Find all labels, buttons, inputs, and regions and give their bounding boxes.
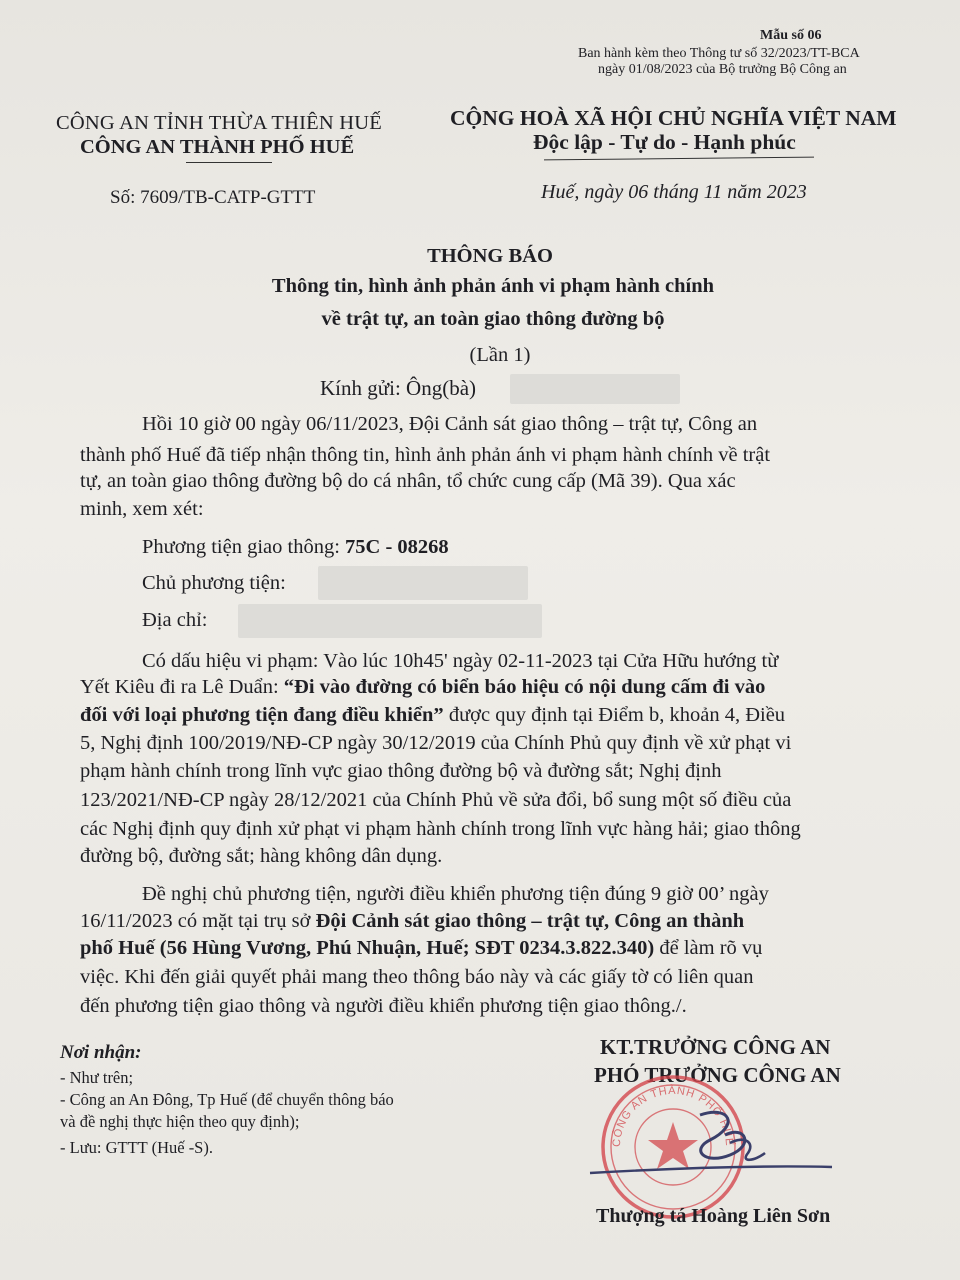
violation-line-3: [80, 704, 785, 727]
redacted-recipient-name: [510, 374, 680, 404]
nation-motto: Độc lập - Tự do - Hạnh phúc: [533, 130, 796, 154]
para1-line: tự, an toàn giao thông đường bộ do cá nhân, tổ chức cung cấp (Mã 39). Qua xác: [80, 470, 736, 492]
violation-line: 123/2021/NĐ-CP ngày 28/12/2021 của Chính Phủ về sửa đổi, bổ sung một số điều của: [80, 789, 792, 811]
violation-location: Yết Kiêu đi ra Lê Duẩn:: [80, 676, 284, 698]
vehicle-plate: 75C - 08268: [345, 536, 449, 558]
vehicle-label: Phương tiện giao thông:: [142, 536, 346, 558]
para1-line: Hồi 10 giờ 00 ngày 06/11/2023, Đội Cảnh sát giao thông – trật tự, Công an: [142, 413, 758, 435]
violation-line: đường bộ, đường sắt; hàng không dân dụng.: [80, 845, 443, 867]
document-subtitle-1: Thông tin, hình ảnh phản ánh vi phạm hành chính: [271, 275, 715, 297]
handwritten-signature: [580, 1095, 840, 1195]
request-line-3: [80, 937, 762, 960]
request-line-2: [80, 910, 744, 933]
recipient-item: - Công an An Đông, Tp Huế (để chuyển thông báo: [60, 1090, 394, 1109]
violation-line: 5, Nghị định 100/2019/NĐ-CP ngày 30/12/2019 của Chính Phủ quy định về xử phạt vi: [80, 732, 792, 754]
redacted-owner-name: [318, 566, 528, 600]
parent-agency: CÔNG AN TỈNH THỪA THIÊN HUẾ: [56, 112, 382, 134]
violation-line-1: Có dấu hiệu vi phạm: Vào lúc 10h45' ngày 02-11-2023 tại Cửa Hữu hướng từ: [142, 650, 779, 672]
signer-name: Thượng tá Hoàng Liên Sơn: [596, 1205, 831, 1227]
issuing-agency: CÔNG AN THÀNH PHỐ HUẾ: [80, 136, 355, 158]
document-title: THÔNG BÁO: [427, 245, 553, 267]
form-issued-line-1: Ban hành kèm theo Thông tư số 32/2023/TT-BCA: [578, 46, 860, 61]
violation-line: phạm hành chính trong lĩnh vực giao thông đường bộ và đường sắt; Nghị định: [80, 760, 722, 782]
document-subtitle-2: về trật tự, an toàn giao thông đường bộ: [321, 308, 665, 330]
owner-label: Chủ phương tiện:: [142, 572, 286, 594]
violation-description-cont: đối với loại phương tiện đang điều khiển”: [80, 704, 444, 726]
request-line-1: Đề nghị chủ phương tiện, người điều khiển phương tiện đúng 9 giờ 00’ ngày: [142, 883, 769, 905]
form-issued-line-2: ngày 01/08/2023 của Bộ trưởng Bộ Công an: [598, 62, 847, 77]
request-date: 16/11/2023 có mặt tại trụ sở: [80, 910, 316, 932]
para1-line: minh, xem xét:: [80, 498, 204, 520]
recipients-heading: Nơi nhận:: [60, 1042, 142, 1063]
signature-title-2: PHÓ TRƯỞNG CÔNG AN: [594, 1063, 841, 1087]
form-number: Mẫu số 06: [760, 28, 822, 43]
request-purpose: để làm rõ vụ: [654, 937, 763, 959]
recipient-label: Kính gửi: Ông(bà): [320, 376, 477, 400]
date-line: Huế, ngày 06 tháng 11 năm 2023: [541, 181, 807, 203]
issue-number: (Lần 1): [469, 344, 531, 366]
stamp-text: CÔNG AN THÀNH PHỐ HUẾ: [610, 1084, 736, 1148]
violation-legal-basis: được quy định tại Điểm b, khoản 4, Điều: [443, 704, 786, 726]
redacted-address: [238, 604, 542, 638]
recipient-item: - Lưu: GTTT (Huế -S).: [60, 1138, 213, 1157]
request-line-4: việc. Khi đến giải quyết phải mang theo thông báo này và các giấy tờ có liên quan: [80, 966, 754, 988]
request-line-5: đến phương tiện giao thông và người điều khiển phương tiện giao thông./.: [80, 995, 687, 1017]
recipient-item: - Như trên;: [60, 1068, 134, 1087]
signature-title-1: KT.TRƯỞNG CÔNG AN: [600, 1035, 831, 1059]
motto-underline: [544, 157, 814, 161]
para1-line: thành phố Huế đã tiếp nhận thông tin, hình ảnh phản ánh vi phạm hành chính về trật: [80, 444, 771, 466]
recipient-item: và đề nghị thực hiện theo quy định);: [60, 1112, 300, 1131]
nation-name: CỘNG HOÀ XÃ HỘI CHỦ NGHĨA VIỆT NAM: [450, 106, 897, 130]
address-label: Địa chỉ:: [142, 609, 208, 631]
agency-underline: [186, 162, 272, 163]
request-office: Đội Cảnh sát giao thông – trật tự, Công an thành: [315, 910, 745, 932]
violation-line-2: [80, 676, 765, 699]
violation-description: “Đi vào đường có biển báo hiệu có nội dung cấm đi vào: [283, 676, 766, 698]
request-office-address: phố Huế (56 Hùng Vương, Phú Nhuận, Huế; SĐT 0234.3.822.340): [80, 937, 655, 959]
violation-line: các Nghị định quy định xử phạt vi phạm hành chính trong lĩnh vực hàng hải; giao thông: [80, 818, 801, 840]
vehicle-row: [142, 536, 449, 559]
document-number: Số: 7609/TB-CATP-GTTT: [110, 187, 316, 208]
